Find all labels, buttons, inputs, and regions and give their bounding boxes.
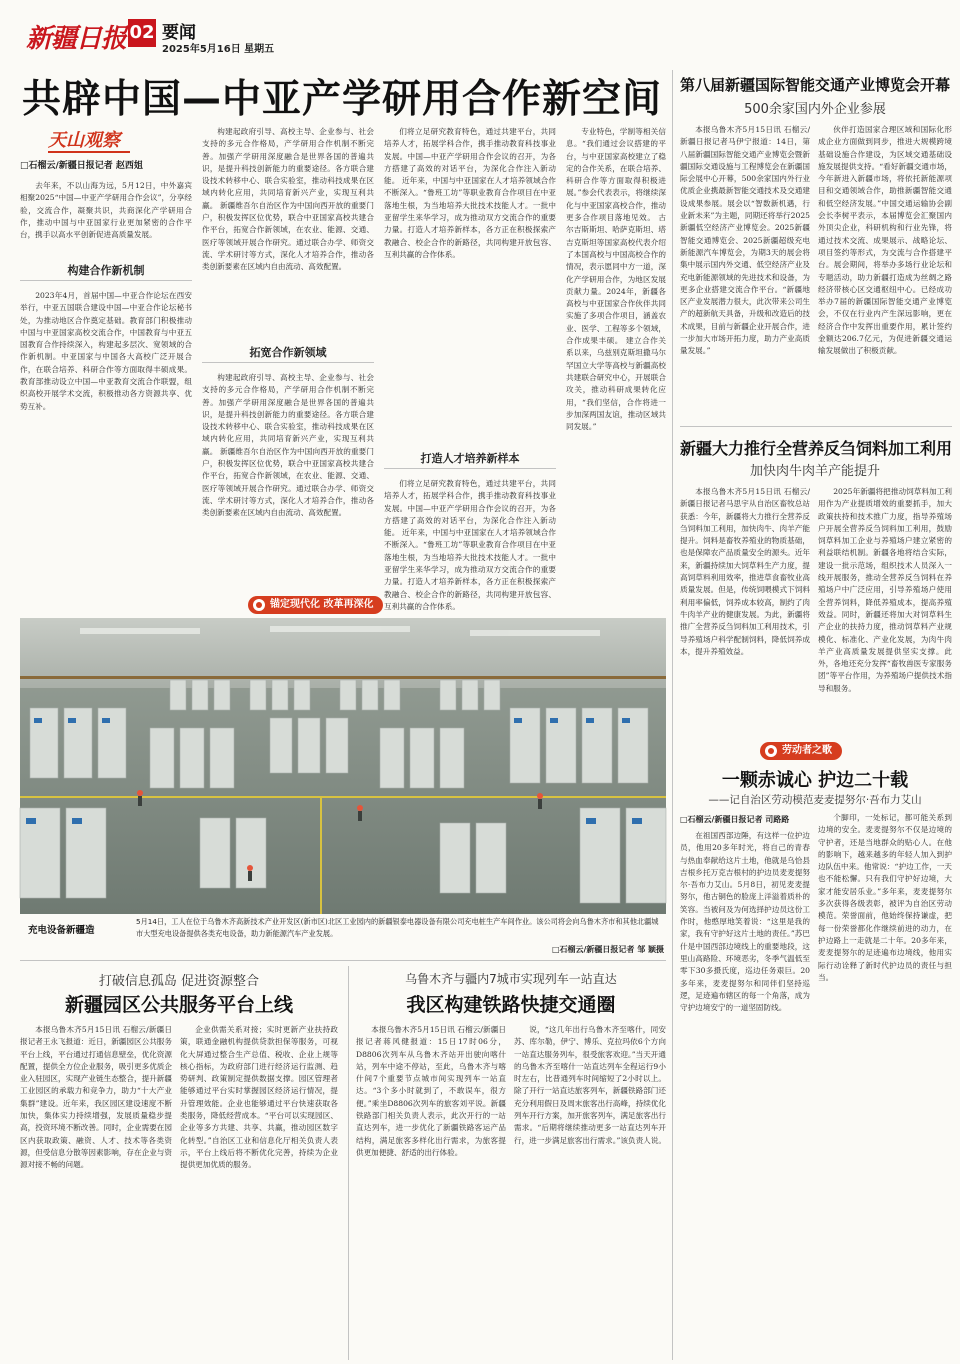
park-headline: 新疆园区公共服务平台上线: [64, 994, 293, 1016]
masthead: [0, 0, 960, 58]
reform-banner-label: 锚定现代化 改革再深化: [270, 599, 374, 610]
lead-intro: 去年来，不以山海为远，5月12日，中外嘉宾相聚2025“中国—中亚产学研用合作会议”，分享经验，交流合作，凝聚共识，共商深化产学研用合作，推动中国与中亚国家行业更加紧密的合作平台，携手以高水平创新促进高质量发展。: [20, 181, 192, 240]
subhead-rule: [202, 362, 374, 363]
feed-col1-body: 本报乌鲁木齐5月15日讯 石榴云/新疆日报记者马思宇从自治区畜牧总站获悉：今年，新疆将大力推行全营养反刍饲料加工利用，加快肉牛、肉羊产能提升。饲料是畜牧养殖业的物质基础，也是保障农产品质量安全的源头。近年来，新疆持续加大饲草料生产力度，提高饲草料利用效率，推进草食畜牧业高质量发展。但是，传统饲喂模式下饲料利用率偏低，饲养成本较高，制约了肉牛肉羊产业的健康发展。为此，新疆将推广全营养反刍饲料加工利用技术，引导养殖场户科学配制饲料，降低饲养成本，提升养殖效益。: [680, 487, 810, 656]
labor-song-tag: [760, 742, 842, 760]
photo-caption: 5月14日，工人在位于乌鲁木齐高新技术产业开发区(新市区)北区工业园内的新疆银泰电器设备有限公司充电桩生产车间作业。该公司将会向乌鲁木齐市和其他北疆城市大型充电设备提供各类充电设备，助力新能源汽车产业发展。: [136, 917, 659, 938]
park-col1-body: 本报乌鲁木齐5月15日讯 石榴云/新疆日报记者王永飞报道：近日，新疆园区公共服务平台上线，平台通过打通信息壁垒，优化资源配置，提供全方位企业服务，吸引更多优质企业入驻园区，实现产业链生态整合，提升新疆工业园区的承载力和竞争力，助力“十大产业集群”建设。近年来，我区园区建设速度不断加快，集体实力持续增强，发展质量稳步提高，投资环境不断改善。同时，企业需要在园区内获取政策、融资、人才、技术等各类资源，但受信息分散等因素影响，存在企业与资源对接不畅的问题。: [20, 1025, 172, 1170]
section-divider: [680, 426, 952, 427]
lead-col2b-body: 构建起政府引导、高校主导、企业参与、社会支持的多元合作格局，产学研用合作机制不断完善。加强产学研用深度融合是世界各国的普遍共识，是提升科技创新能力的重要途径。各方联合建设技术转移中心、联合实验室，推动科技成果在区域内转化应用，共同培育新兴产业，实现互利共赢。 新疆维吾尔自治区作为中国向西开放的重要门户，积极发挥区位优势，联合中亚国家高校共建合作平台，拓宽合作新领域，在农业、能源、交通、医疗等领域开展合作研究。通过联合办学、师资交流、学术研讨等方式，深化人才培养合作，推动各类创新要素在区域内自由流动、高效配置。: [202, 373, 374, 518]
hero-headline: 一颗赤诚心 护边二十载: [721, 770, 909, 791]
expo-col2-body: 伙伴打造国家合理区域和国际化形成企业方面做到同步，推进大规模跨境基础设施合作建设，为区域交通基础设施发展提供支持。“看好新疆交通市场，今年新进入新疆市场，将依托新能源项目和交通领域合作，助推新疆智能交通和低空经济发展。”中国交通运输协会副会长李树平表示，本届博览会汇聚国内外顶尖企业，科研机构和行业先锋，将通过技术交流、成果展示、战略论坛、项目签约等形式，为交流与合作搭建平台。展会期间，将举办多场行业论坛和专题活动，助力新疆打造成为丝绸之路经济带核心区交通枢纽中心。已经成功举办7届的新疆国际智能交通产业博览会，不仅在行业内产生深远影响，更在经济合作中发挥出重要作用，累计签约金额达206.7亿元，为促进新疆交通运输发展做出了积极贡献。: [818, 125, 952, 356]
lead-col2-body: 构建起政府引导、高校主导、企业参与、社会支持的多元合作格局，产学研用合作机制不断完善。加强产学研用深度融合是世界各国的普遍共识，是提升科技创新能力的重要途径。各方联合建设技术转移中心、联合实验室，推动科技成果在区域内转化应用，共同培育新兴产业，实现互利共赢。 新疆维吾尔自治区作为中国向西开放的重要门户，积极发挥区位优势，联合中亚国家高校共建合作平台，拓宽合作新领域，在农业、能源、交通、医疗等领域开展合作研究。通过联合办学、师资交流、学术研讨等方式，深化人才培养合作，推动各类创新要素在区域内自由流动、高效配置。: [202, 127, 374, 272]
subhead-rule: [384, 468, 556, 469]
lead-col1-body: 2023年4月，首届中国—中亚合作论坛在西安举行，中亚五国联合建设中国—中亚合作论坛秘书处，为推动地区合作奠定基础。教育部门积极推动中国与中亚国家高校交流合作，中国教育与中亚五国教育合作持续深入，构建起多层次、宽领域的合作新机制。中亚国家与中国各大高校广泛开展合作，在联合培养、科研合作等方面取得丰硕成果。教育部推动设立中国—中亚教育交流合作联盟，组织高校开展学术交流，积极推动各方资源共享、优势互补。: [20, 291, 192, 411]
rail-kicker: 乌鲁木齐与疆内7城市实现列车一站直达: [405, 972, 617, 986]
lead-col3b-body: 们将立足研究教育特色，通过共建平台，共同培养人才，拓展学科合作，携手推动教育科技事业发展。中国—中亚产学研用合作会议的召开，为各方搭建了高效的对话平台，为深化合作注入新动能。 近年来，中国与中亚国家在人才培养领域合作不断深入。“鲁班工坊”等职业教育合作项目在中亚落地生根，为当地培养大批技术技能人才。一批中亚留学生来华学习，成为推动双方交流合作的重要力量。打造人才培养新样本，各方正在积极探索产教融合、校企合作的新路径，共同构建开放包容、互利共赢的合作体系。: [384, 479, 556, 611]
expo-kicker: 500余家国内外企业参展: [744, 102, 886, 117]
feed-col2-body: 2025年新疆将把推动饲草料加工利用作为产业提质增效的重要抓手，加大政策扶持和技术推广力度，指导养殖场户开展全营养反刍饲料加工利用，鼓励饲草料加工企业与养殖场户建立紧密的利益联结机制。新疆各地将结合实际，建设一批示范场，组织技术人员深入一线开展服务，推动全营养反刍饲料在养殖场户中广泛应用，引导养殖场户使用全营养饲料，降低养殖成本，提高养殖效益。同时，新疆还将加大对饲草料生产企业的扶持力度，推动饲草料产业规模化、标准化、产业化发展，为肉牛肉羊产业高质量发展提供坚实支撑。此外，各地还充分发挥“畜牧兽医专家服务团”等平台作用，为养殖场户提供技术指导和服务。: [818, 487, 952, 693]
section-name: 要闻: [162, 23, 196, 43]
lead-col3-body: 们将立足研究教育特色，通过共建平台，共同培养人才，拓展学科合作，携手推动教育科技事业发展。中国—中亚产学研用合作会议的召开，为各方搭建了高效的对话平台，为深化合作注入新动能。 近年来，中国与中亚国家在人才培养领域合作不断深入。“鲁班工坊”等职业教育合作项目在中亚落地生根，为当地培养大批技术技能人才。一批中亚留学生来华学习，成为推动双方交流合作的重要力量。打造人才培养新样本，各方正在积极探索产教融合、校企合作的新路径，共同构建开放包容、互利共赢的合作体系。: [384, 127, 556, 259]
hero-kicker: ——记自治区劳动模范麦麦提努尔·吾布力艾山: [708, 794, 922, 806]
subhead-rule: [20, 280, 192, 281]
lead-subhead-2: 拓宽合作新领域: [249, 346, 327, 359]
column-logo: [48, 126, 138, 156]
issue-date: 2025年5月16日 星期五: [162, 44, 275, 55]
factory-photo: [20, 618, 666, 914]
expo-headline: 第八届新疆国际智能交通产业博览会开幕: [680, 76, 951, 94]
feed-kicker: 加快肉牛肉羊产能提升: [749, 464, 880, 479]
lead-byline: □石榴云/新疆日报记者 赵西姐: [20, 161, 143, 171]
labor-song-tag-label: 劳动者之歌: [782, 745, 832, 756]
photo-label: 充电设备新疆造: [28, 925, 95, 936]
lead-col4-body: 专业特色，学制等相关信息。“我们通过会议搭建的平台，与中亚国家高校建立了稳定的合作关系，在联合培养、科研合作等方面取得积极进展。”参会代表表示，将继续深化与中亚国家高校合作，推动更多合作项目落地见效。 古尔吉斯斯坦、哈萨克斯坦、塔吉克斯坦等国家高校代表介绍了本国高校与中国高校合作的情况，表示愿同中方一道，深化产学研用合作，为地区发展贡献力量。2024年，新疆各高校与中亚国家合作伙伴共同实施了多项合作项目，涵盖农业、医学、工程等多个领域，合作成果丰硕。 建立合作关系以来，乌兹别克斯坦撒马尔罕国立大学等高校与新疆高校共建联合研究中心，开展联合攻关，推动科研成果转化应用，“我们坚信，合作将进一步加深两国友谊，推动区域共同发展。”: [566, 127, 666, 432]
expo-col1-body: 本报乌鲁木齐5月15日讯 石榴云/新疆日报记者马伊宁报道：14日，第八届新疆国际智能交通产业博览会暨新疆国际交通设施与工程博览会在新疆国际会展中心开幕，500余家国内外行业优质企业携最新智能交通技术及交通建设成果参展。展会以“智数新机遇，行业新未来”为主题，同期还将举行2025新疆低空经济产业博览会。2025新疆智能交通博览会、2025新疆超级充电新能源汽车博览会，为期3天的展会将集中展示国内外交通、低空经济产业及充电新能源领域的先进技术和设备，为更多企业搭建交流合作平台。“新疆地区产业发展潜力很大，此次带来公司生产的超新航天具备，升级和改造后的技术成果，目前与新疆企业开展合作，进一步加大市场开拓力度，助力产业高质量发展。”: [680, 125, 810, 356]
photo-bottom-rule: [20, 960, 666, 961]
photo-credit: □石榴云/新疆日报记者 邹 颖摄: [551, 945, 664, 954]
newspaper-logo: 新疆日报: [26, 24, 127, 54]
rail-col2-body: 说，“这几年出行乌鲁木齐至喀什，同安苏、库尔勒，伊宁、博乐、克拉玛依6个方向一站直达服务列车，很受旅客欢迎。”当天开通的乌鲁木齐至喀什一站直达列车全程运行9小时左右，比普通列车时间缩短了2小时以上。除了开行一站直达旅客列车，新疆铁路部门还充分利用假日及周末旅客出行高峰，持续优化列车开行方案，加开旅客列车，满足旅客出行需求。“后期将继续推动更多一站直达列车开行，进一步满足旅客出行需求。”该负责人说。: [514, 1025, 666, 1145]
hero-col2-body: 个脚印，一处标记，都可能关系到边境的安全。麦麦提努尔不仅是边境的守护者，还是当地群众的贴心人。在他的影响下，越来越多的年轻人加入到护边队伍中来。他常说：“护边工作，一天也不能松懈。只有我们守护好边境，大家才能安居乐业。”多年来，麦麦提努尔多次获得各级表彰，被评为自治区劳动模范。荣誉面前，他始终保持谦虚，把每一份荣誉都化作继续前进的动力，在护边路上一走就是二十年。20多年来，麦麦提努尔的足迹遍布边境线，他用实际行动诠释了新时代护边员的责任与担当。: [818, 813, 952, 982]
hero-col1-body: 在祖国西部边陲，有这样一位护边员，他用20多年时光，将自己的青春与热血奉献给这片土地，他就是乌恰县吉根乡托万克吉根村的护边员麦麦提努尔·吾布力艾山。5月8日，初见麦麦提努尔，他古铜色的脸庞上洋溢着质朴的笑容。当被问及为何选择护边员这份工作时，他憨厚地笑着说：“这里是我的家，我有守护好这片土地的责任。”苏巴什是中国西部边境线上的重要地段，这里山高路险、环境恶劣，冬季气温低至零下30多摄氏度，巡边任务艰巨。20多年来，麦麦提努尔和同伴们坚持巡逻，足迹遍布辖区的每一个角落，成为守护边境安宁的一道坚固防线。: [680, 831, 810, 1013]
feed-headline: 新疆大力推行全营养反刍饲料加工利用: [680, 439, 953, 458]
column-divider: [348, 966, 349, 1360]
lead-subhead-1: 构建合作新机制: [67, 264, 145, 277]
rail-col1-body: 本报乌鲁木齐5月15日讯 石榴云/新疆日报记者蒋风健报道：15日17时06分，D8806次列车从乌鲁木齐站开出驶向喀什站，列车中途不停站，至此，乌鲁木齐与喀什间7个重要节点城市间实现列车一站直达。“3个多小时就到了，不敢误车，很方便。”乘坐D8806次列车的旅客刘平说。新疆铁路部门相关负责人表示，此次开行的一站直达列车，进一步优化了新疆铁路客运产品结构，满足旅客多样化出行需求，为旅客提供更加便捷、舒适的出行体验。: [356, 1025, 506, 1157]
hero-byline: □石榴云/新疆日报记者 司路路: [680, 815, 790, 824]
lead-subhead-3: 打造人才培养新样本: [420, 452, 520, 465]
park-col2-body: 企业供需关系对接；实时更新产业扶持政策，联通金融机构提供贷款担保等服务，可视化大屏通过整合生产总值、税收、企业上规等核心指标，为政府部门进行经济运行监测、趋势研判、政策制定提供数据支撑。园区管理者能够通过平台实时掌握园区经济运行情况，提升管理效能。企业也能够通过平台快速获取各类服务，降低经营成本。“平台可以实现园区、企业等多方共建、共享、共赢，推动园区数字化转型。”自治区工业和信息化厅相关负责人表示，平台上线后将不断优化完善，持续为企业提供更加优质的服务。: [180, 1025, 338, 1170]
emblem-icon: [253, 599, 265, 611]
rail-headline: 我区构建铁路快捷交通圈: [406, 994, 616, 1016]
park-kicker: 打破信息孤岛 促进资源整合: [98, 974, 260, 989]
lead-headline: 共辟中国—中亚产学研用合作新空间: [22, 77, 663, 122]
column-logo-text: 天山观察: [48, 130, 120, 151]
column-divider: [672, 70, 673, 1360]
flower-icon: [765, 745, 777, 757]
column-logo-underline: [48, 151, 130, 153]
reform-banner-tag: [248, 596, 383, 614]
page-number: 02: [128, 19, 156, 47]
